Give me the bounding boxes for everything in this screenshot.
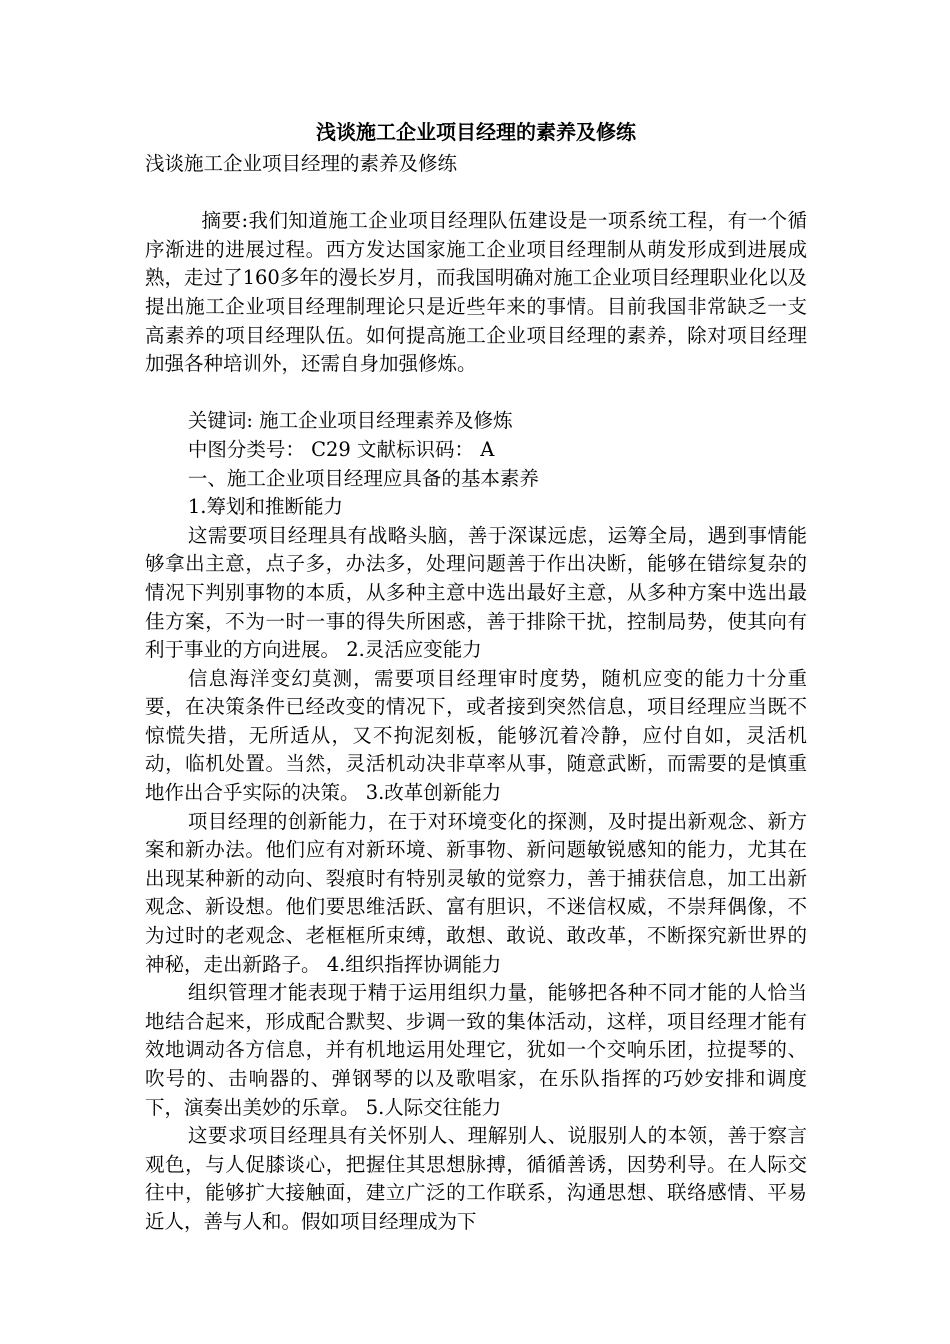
body-paragraph: 这需要项目经理具有战略头脑，善于深谋远虑，运筹全局，遇到事情能够拿出主意，点子多，办法多，处理问题善于作出决断，能够在错综复杂的情况下判别事物的本质，从多种主意中选出最好主意，从多种方案中选出最佳方案，不为一时一事的得失所困惑，善于排除干扰，控制局势，使其向有利于事业的方向进展。 2.灵活应变能力 xyxy=(145,523,807,662)
document-title: 浅谈施工企业项目经理的素养及修练 xyxy=(316,120,636,144)
item-heading: 1.筹划和推断能力 xyxy=(187,495,343,519)
body-paragraph: 这要求项目经理具有关怀别人、理解别人、说服别人的本领，善于察言观色，与人促膝谈心，把握住其思想脉搏，循循善诱，因势利导。在人际交往中，能够扩大接触面，建立广泛的工作联系，沟通思想、联络感情、平易近人，善与人和。假如项目经理成为下 xyxy=(145,1124,807,1233)
blank-line xyxy=(145,379,807,408)
section-heading: 一、施工企业项目经理应具备的基本素养 xyxy=(187,466,539,490)
body-paragraph: 项目经理的创新能力，在于对环境变化的探测，及时提出新观念、新方案和新办法。他们应有对新环境、新事物、新问题敏锐感知的能力，尤其在出现某种新的动向、裂痕时有特别灵敏的觉察力，善于捕获信息，加工出新观念、新设想。他们要思维活跃、富有胆识，不迷信权威，不崇拜偶像，不为过时的老观念、老框框所束缚，敢想、敢说、敢改革，不断探究新世界的神秘，走出新路子。 4.组织指挥协调能力 xyxy=(145,809,807,976)
document-subtitle: 浅谈施工企业项目经理的素养及修练 xyxy=(145,152,458,175)
abstract-paragraph: 摘要:我们知道施工企业项目经理队伍建设是一项系统工程，有一个循序渐进的进展过程。西方发达国家施工企业项目经理制从萌发形成到进展成熟，走过了160多年的漫长岁月，而我国明确对施工企业项目经理职业化以及提出施工企业项目经理制理论只是近些年来的事情。目前我国非常缺乏一支高素养的项目经理队伍。如何提高施工企业项目经理的素养，除对项目经理加强各种培训外，还需自身加强修炼。 xyxy=(145,209,807,376)
classification-line: 中图分类号： C29 文献标识码： A xyxy=(187,437,495,461)
keywords-line: 关键词: 施工企业项目经理素养及修炼 xyxy=(187,409,513,433)
body-paragraph: 信息海洋变幻莫测，需要项目经理审时度势，随机应变的能力十分重要，在决策条件已经改变的情况下，或者接到突然信息，项目经理应当既不惊慌失措，无所适从，又不拘泥刻板，能够沉着冷静，应付自如，灵活机动，临机处置。当然，灵活机动决非草率从事，随意武断，而需要的是慎重地作出合乎实际的决策。 3.改革创新能力 xyxy=(145,666,807,805)
document-page xyxy=(145,118,807,1237)
blank-line xyxy=(145,179,807,208)
body-paragraph: 组织管理才能表现于精于运用组织力量，能够把各种不同才能的人恰当地结合起来，形成配合默契、步调一致的集体活动，这样，项目经理才能有效地调动各方信息，并有机地运用处理它，犹如一个交响乐团，拉提琴的、吹号的、击响器的、弹钢琴的以及歌唱家，在乐队指挥的巧妙安排和调度下，演奏出美妙的乐章。 5.人际交往能力 xyxy=(145,981,807,1119)
